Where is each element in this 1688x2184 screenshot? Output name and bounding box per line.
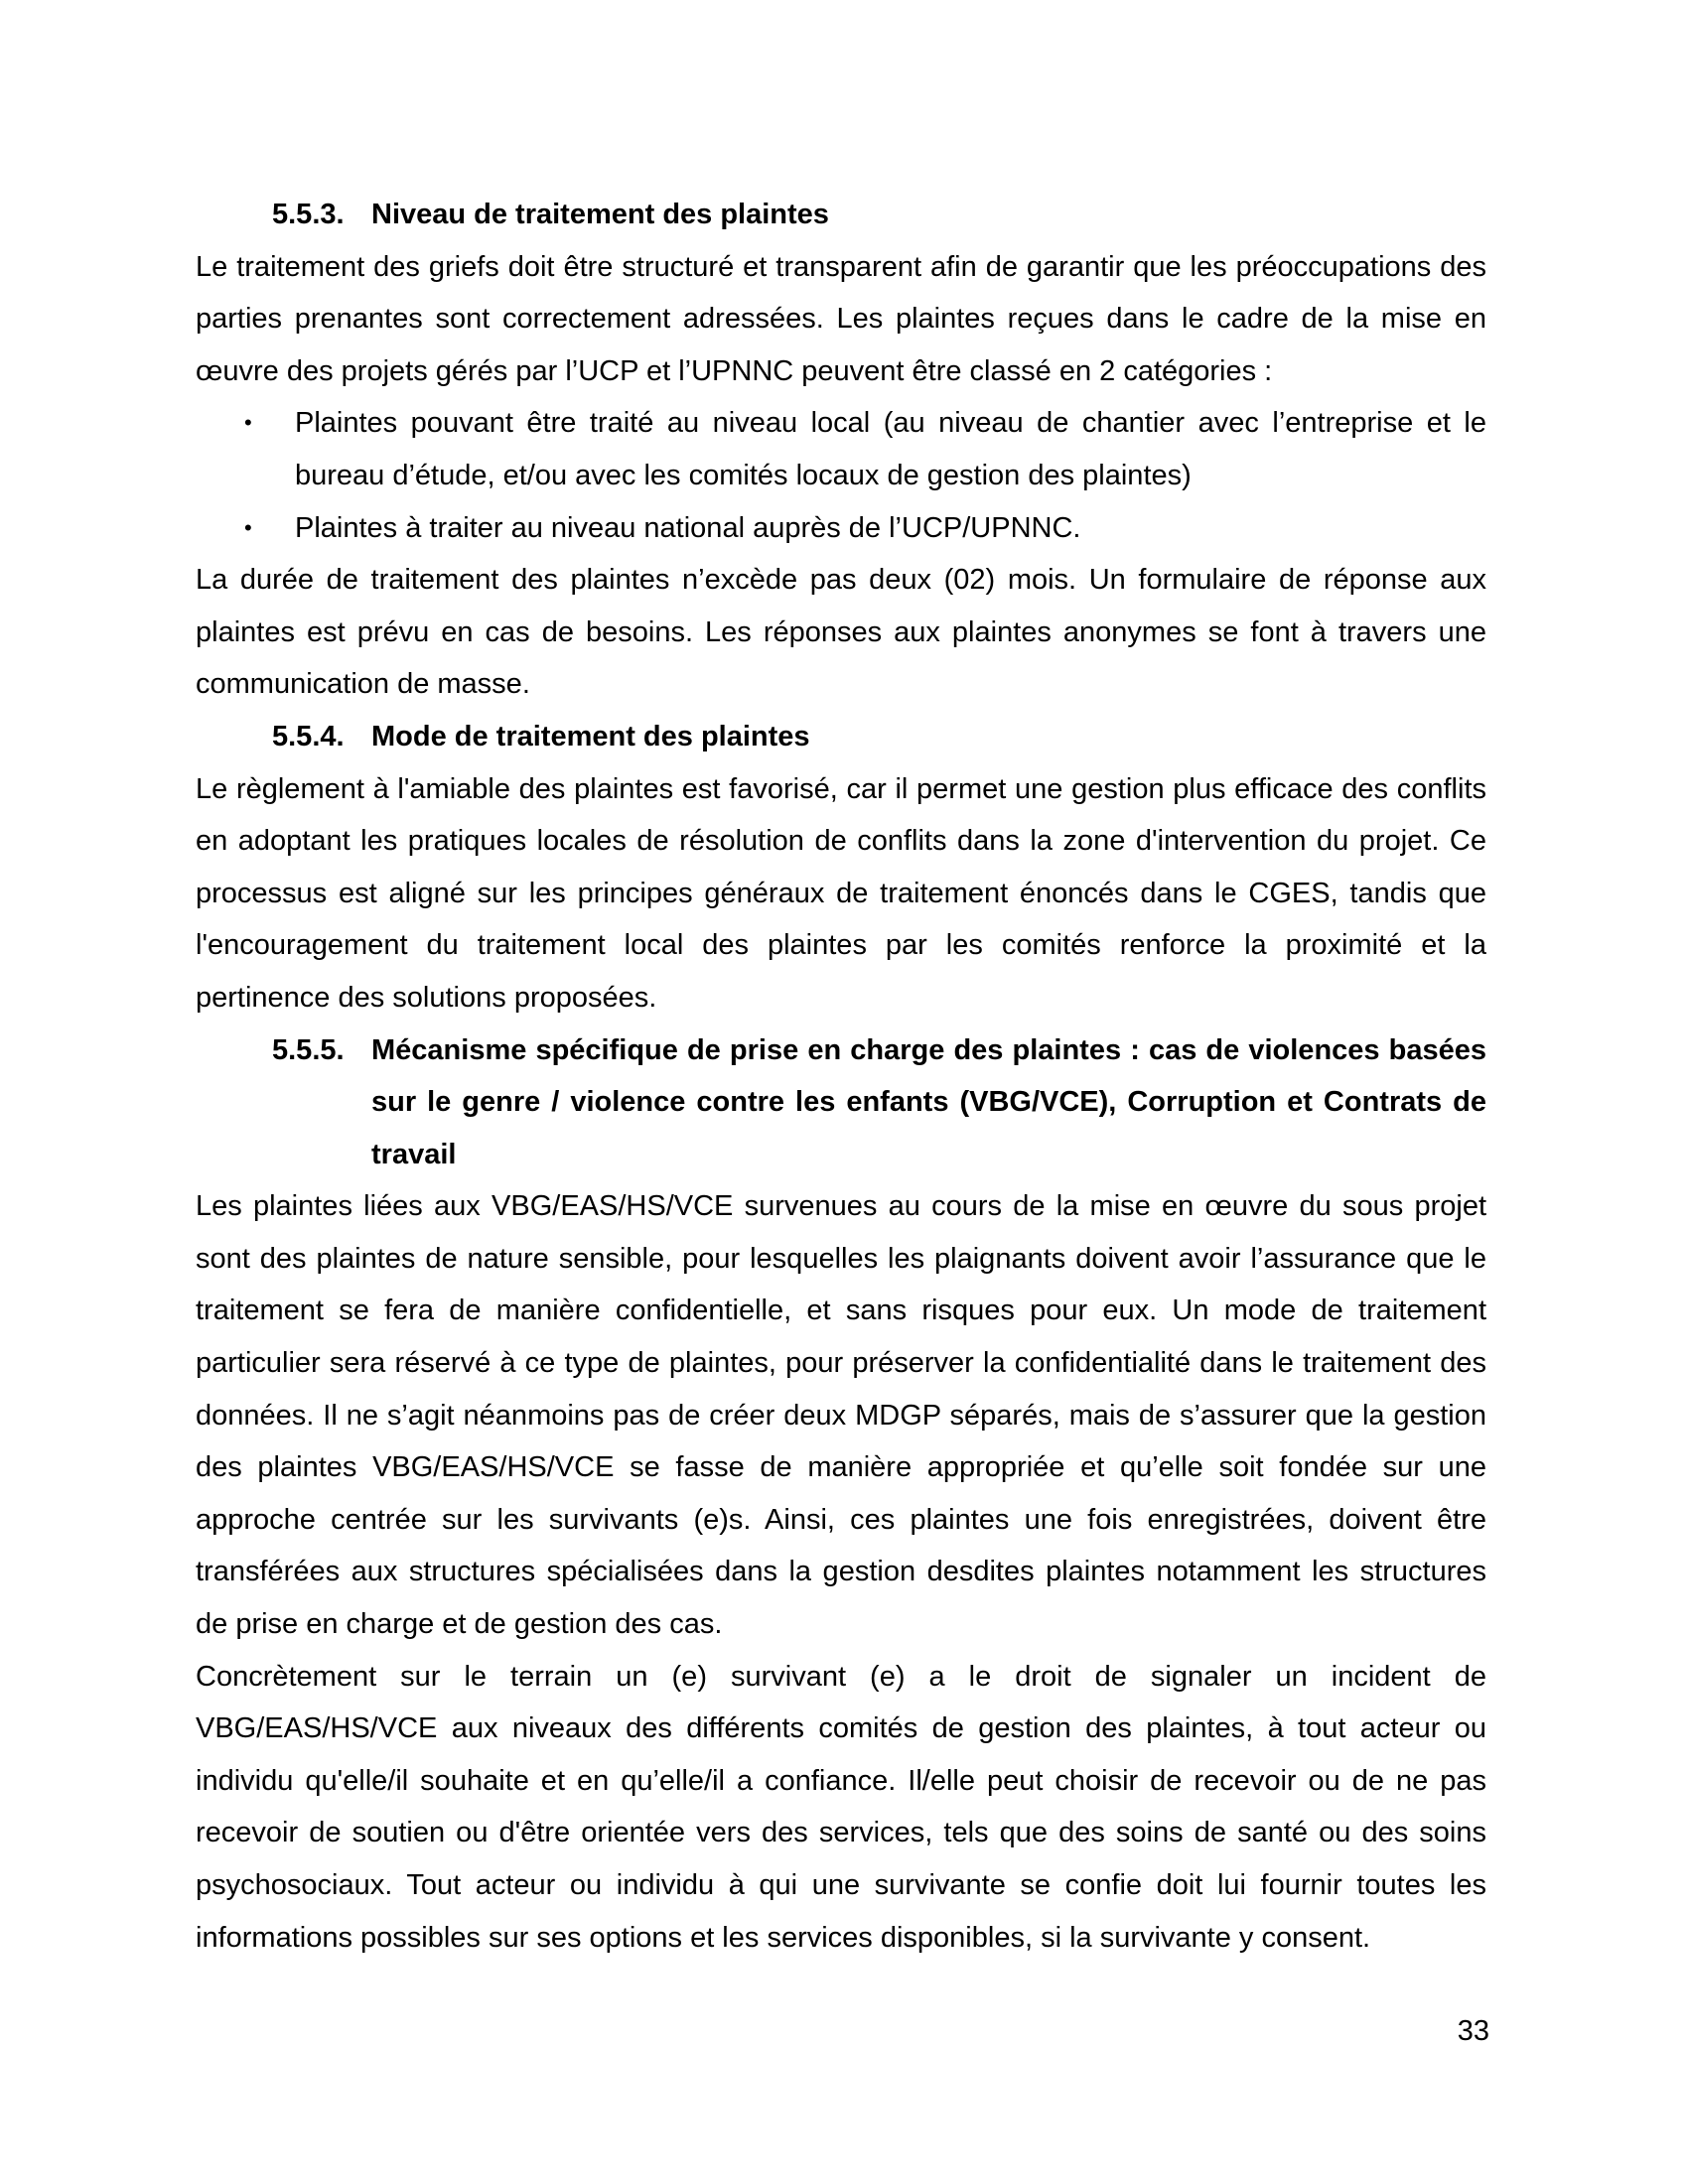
bullet-list	[196, 397, 1486, 554]
section-heading-5-5-3	[196, 189, 1486, 241]
section-heading-5-5-5	[196, 1024, 1486, 1181]
section-heading-5-5-4	[196, 711, 1486, 763]
section-title: Mécanisme spécifique de prise en charge des plaintes : cas de violences basées sur le genre / violence contre les enfants (VBG/VCE), Corruption et Contrats de travail	[371, 1033, 1486, 1170]
list-item-text: Plaintes pouvant être traité au niveau local (au niveau de chantier avec l’entreprise et le bureau d’étude, et/ou avec les comités locaux de gestion des plaintes)	[295, 407, 1486, 491]
list-item	[196, 397, 1486, 501]
bullet-icon: •	[244, 514, 252, 540]
paragraph: Le règlement à l'amiable des plaintes est favorisé, car il permet une gestion plus efficace des conflits en adoptant les pratiques locales de résolution de conflits dans la zone d'intervention du projet. Ce processus est aligné sur les principes généraux de traitement énoncés dans le CGES, tandis que l'encouragement du traitement local des plaintes par les comités renforce la proximité et la pertinence des solutions proposées.	[196, 772, 1486, 1014]
section-number: 5.5.5.	[272, 1033, 345, 1066]
page-content	[196, 189, 1486, 1964]
section-title: Mode de traitement des plaintes	[371, 720, 810, 752]
paragraph: Le traitement des griefs doit être structuré et transparent afin de garantir que les préoccupations des parties prenantes sont correctement adressées. Les plaintes reçues dans le cadre de la mise en œuvre des projets gérés par l’UCP et l’UPNNC peuvent être classé en 2 catégories :	[196, 250, 1486, 387]
list-item	[196, 502, 1486, 555]
paragraph: Les plaintes liées aux VBG/EAS/HS/VCE survenues au cours de la mise en œuvre du sous projet sont des plaintes de nature sensible, pour lesquelles les plaignants doivent avoir l’assurance que le traitement se fera de manière confidentielle, et sans risques pour eux. Un mode de traitement particulier sera réservé à ce type de plaintes, pour préserver la confidentialité dans le traitement des données. Il ne s’agit néanmoins pas de créer deux MDGP séparés, mais de s’assurer que la gestion des plaintes VBG/EAS/HS/VCE se fasse de manière appropriée et qu’elle soit fondée sur une approche centrée sur les survivants (e)s. Ainsi, ces plaintes une fois enregistrées, doivent être transférées aux structures spécialisées dans la gestion desdites plaintes notamment les structures de prise en charge et de gestion des cas.	[196, 1190, 1486, 1641]
paragraph: La durée de traitement des plaintes n’excède pas deux (02) mois. Un formulaire de réponse aux plaintes est prévu en cas de besoins. Les réponses aux plaintes anonymes se font à travers une communication de masse.	[196, 564, 1486, 701]
paragraph: Concrètement sur le terrain un (e) survivant (e) a le droit de signaler un incident de VBG/EAS/HS/VCE aux niveaux des différents comités de gestion des plaintes, à tout acteur ou individu qu'elle/il souhaite et en qu’elle/il a confiance. Il/elle peut choisir de recevoir ou de ne pas recevoir de soutien ou d'être orientée vers des services, tels que des soins de santé ou des soins psychosociaux. Tout acteur ou individu à qui une survivante se confie doit lui fournir toutes les informations possibles sur ses options et les services disponibles, si la survivante y consent.	[196, 1660, 1486, 1954]
list-item-text: Plaintes à traiter au niveau national auprès de l’UCP/UPNNC.	[295, 511, 1081, 544]
section-title: Niveau de traitement des plaintes	[371, 199, 829, 230]
section-number: 5.5.4.	[272, 720, 345, 752]
bullet-icon: •	[244, 410, 252, 436]
section-number: 5.5.3.	[272, 199, 345, 230]
page-number: 33	[1457, 2015, 1489, 2047]
